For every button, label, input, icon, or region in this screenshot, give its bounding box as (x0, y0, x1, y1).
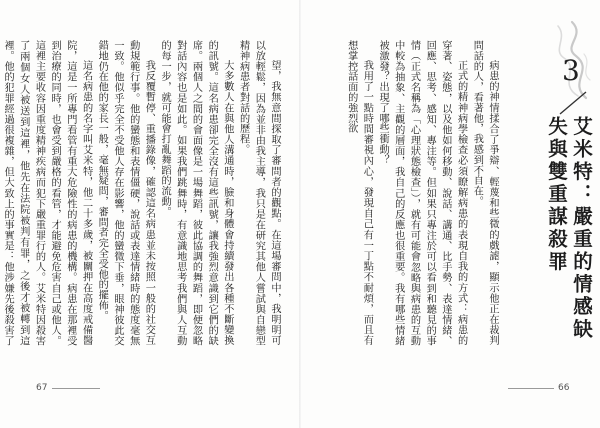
paragraph: 正式的精神病學檢查必須瞭解病患的表現自我的方式：病患的穿著、姿態，以及他如何移動、說話、講通、比手勢、表達情緒、回應、思考、感知、專注等。但如果只專注於可以看到和聽見的事情（正式名稱為「心理狀態檢查」），就有可能會忽略與病患的互動中較為抽象、主觀的層面，我自己的反應也很重要。我有哪些情緒被激發？出現了哪些衝動？ (377, 40, 467, 346)
paragraph: 我用了一點時間審視內心，發現自己有一丁點不耐煩，而且有想掌控話面的強烈欲 (345, 40, 373, 346)
chapter-heading (510, 20, 594, 350)
page-number-left: 67 (36, 383, 48, 393)
chapter-title: 艾米特：嚴重的情感缺失與雙重謀殺罪 (545, 116, 593, 341)
chapter-number: 3 (562, 54, 580, 87)
paragraph: 這名病患的名字叫艾米特，他二十多歲，被關押在高度戒備醫院，這是一所專門看管有重大危險性的病患的機構。病患在那裡受到治療的同時，也會受到嚴格的看管，才能避免危害自己或他人。這裡主要收容因重度精神疾病而犯下嚴重罪行的人。艾米特因殺害了兩個女人被送到這裡，他先在法院被判有罪，之後才被轉到這裡。他的犯罪經過很複雜，但大致上的事實是：他涉嫌先後殺害了 (2, 40, 92, 346)
paragraph: 病患的神情揉合了爭辯、輕蔑和些微的戲謔，顯示他正在裁判問話的人，看著他，我感到不自在。 (471, 40, 498, 346)
right-page (300, 0, 600, 428)
paragraph: 大多數人在與他人溝通時，臉和身體會持續發出各種不斷變換的訊號。這名病患卻完全沒有這些訊號，讓我強烈意識到它們的缺席。兩個人之間的會面像是一場舞蹈，彼此協調的舞蹈，即便忽略對話內容也是如此。如果我們跳舞時，有意識地思考我們與人互動的每一步，就可能會打亂舞蹈的流動。 (159, 40, 233, 346)
footer-rule-left (52, 388, 100, 389)
paragraph: 望，我無意間探取了審問者的觀點。在這場審問中，我明明可以放輕鬆，因為並非由我主導，我只是在研究其他人嘗試與自戀型精神病患者對話的歷程。 (237, 40, 280, 346)
left-page-body (2, 40, 282, 346)
chapter-slash-mark (556, 90, 590, 116)
paragraph: 我反覆暫停、重播錄像，確認這名病患並未按照一般的社交互動規範行事。他的蠻態和表情僵硬，說話或表達情緒時的態度毫無一致。他似乎完全不受他人存在影響，他的蠻微下垂，眼神彼此交錯地仍在他的家長一般，毫無疑問，審問者完全受他的擺佈。 (96, 40, 155, 346)
footer-rule-right (508, 388, 554, 389)
page-number-right: 66 (558, 383, 570, 393)
right-page-body (322, 40, 500, 346)
